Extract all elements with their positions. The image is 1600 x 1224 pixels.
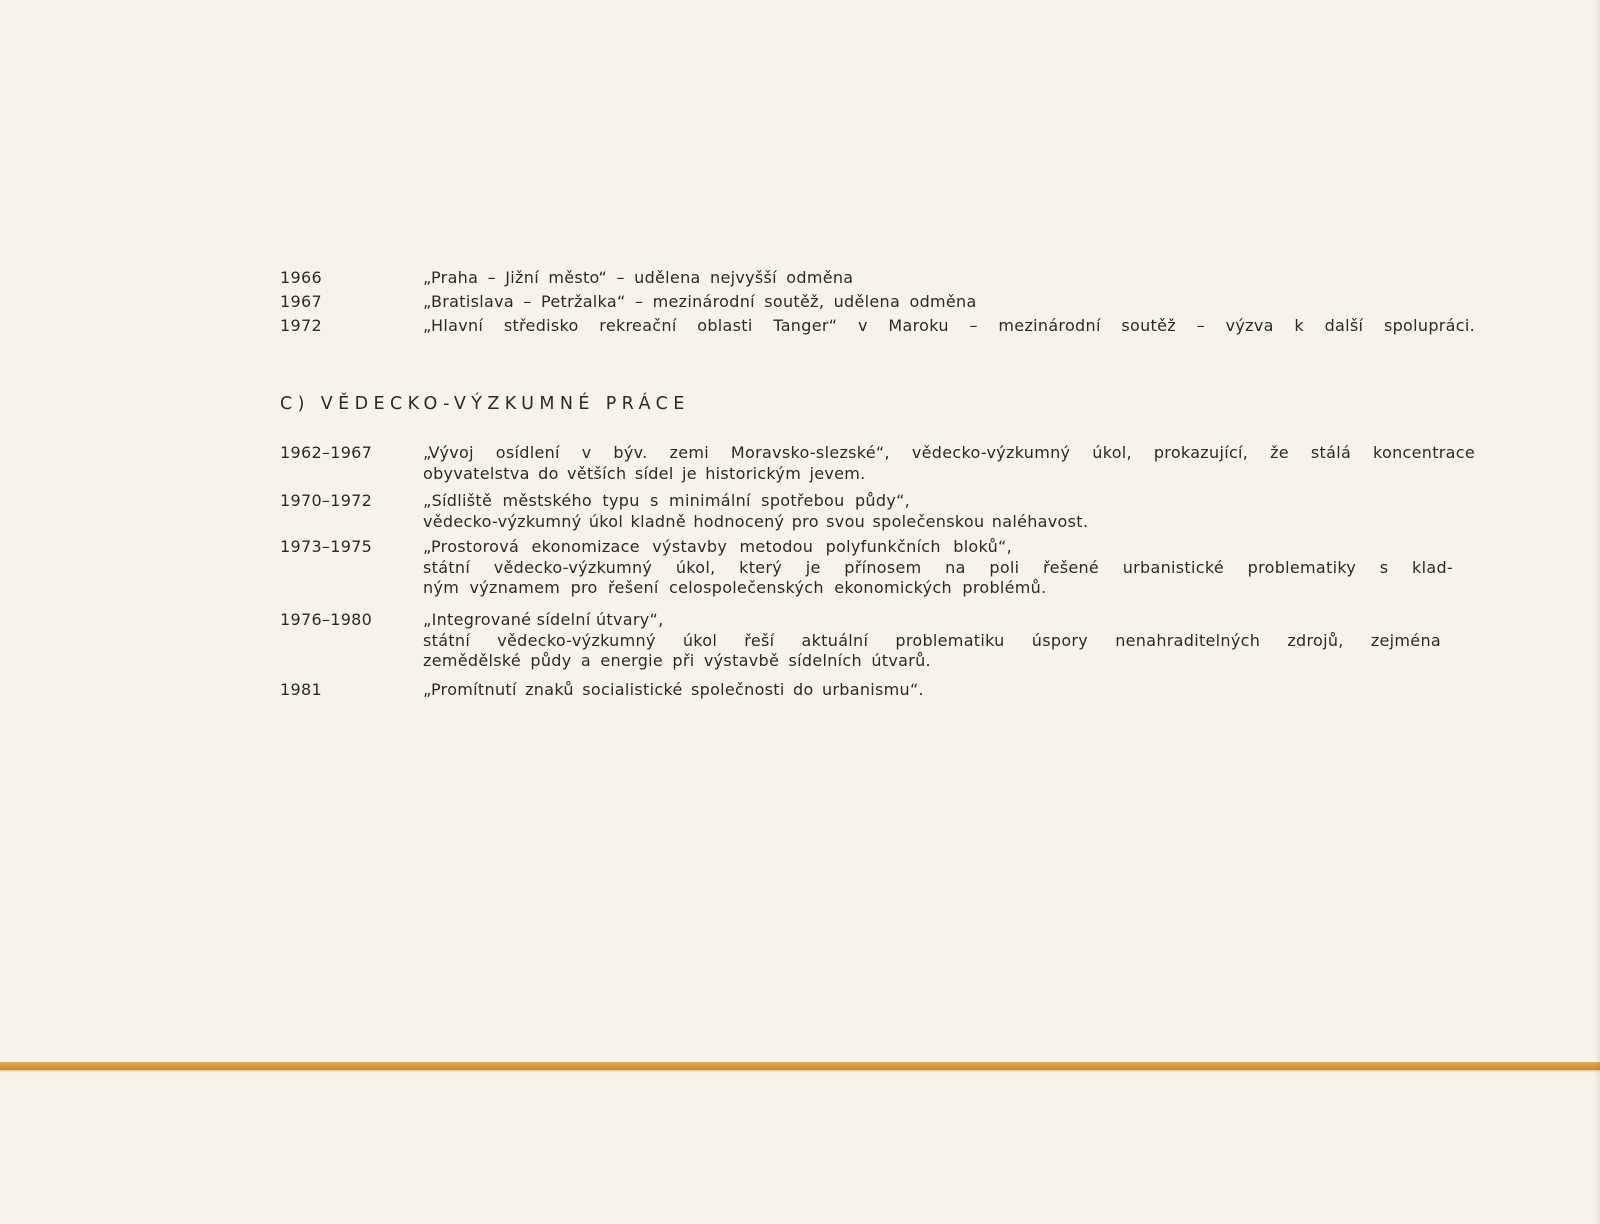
research-year: 1962–1967	[280, 443, 373, 462]
research-description	[423, 491, 1475, 532]
award-line: „Praha – Jižní město“ – udělena nejvyšší odměna	[423, 268, 854, 287]
award-description	[423, 316, 1475, 337]
award-year: 1967	[280, 292, 322, 311]
research-line: obyvatelstva do větších sídel je historickým jevem.	[423, 463, 866, 483]
band-shadow	[0, 1070, 1600, 1073]
award-year: 1966	[280, 268, 322, 287]
research-description	[423, 537, 1475, 599]
research-description	[423, 443, 1475, 484]
research-line: „Promítnutí znaků socialistické společnosti do urbanismu“.	[423, 680, 924, 699]
research-line: státní vědecko-výzkumný úkol řeší aktuální problematiku úspory nenahraditelných zdrojů, zejména	[423, 630, 1441, 650]
decorative-band	[0, 1062, 1600, 1070]
research-line: vědecko-výzkumný úkol kladně hodnocený pro svou společenskou naléhavost.	[423, 511, 1089, 531]
research-year: 1973–1975	[280, 537, 373, 556]
page-edge-shadow	[1594, 0, 1600, 1224]
research-description	[423, 610, 1475, 672]
research-description	[423, 680, 1475, 701]
research-line: ným významem pro řešení celospolečenských ekonomických problémů.	[423, 578, 1047, 597]
research-line: „Sídliště městského typu s minimální spotřebou půdy“,	[423, 491, 911, 510]
research-year: 1976–1980	[280, 610, 373, 629]
award-description	[423, 292, 1475, 313]
research-line: „Prostorová ekonomizace výstavby metodou polyfunkčních bloků“,	[423, 537, 1013, 556]
research-year: 1981	[280, 680, 322, 699]
research-line: „Vývoj osídlení v býv. zemi Moravsko-slezské“, vědecko-výzkumný úkol, prokazující, že stálá koncentrace	[423, 443, 1475, 462]
award-line: „Hlavní středisko rekreační oblasti Tanger“ v Maroku – mezinárodní soutěž – výzva k další spolupráci.	[423, 316, 1475, 335]
section-heading: C) VĚDECKO-VÝZKUMNÉ PRÁCE	[280, 394, 690, 414]
award-description	[423, 268, 1475, 289]
research-line: „Integrované sídelní útvary“,	[423, 610, 664, 629]
research-line: zemědělské půdy a energie při výstavbě sídelních útvarů.	[423, 651, 931, 670]
award-line: „Bratislava – Petržalka“ – mezinárodní soutěž, udělena odměna	[423, 292, 977, 311]
research-line: státní vědecko-výzkumný úkol, který je přínosem na poli řešené urbanistické problematiky s klad-	[423, 557, 1453, 577]
research-year: 1970–1972	[280, 491, 373, 510]
award-year: 1972	[280, 316, 322, 335]
